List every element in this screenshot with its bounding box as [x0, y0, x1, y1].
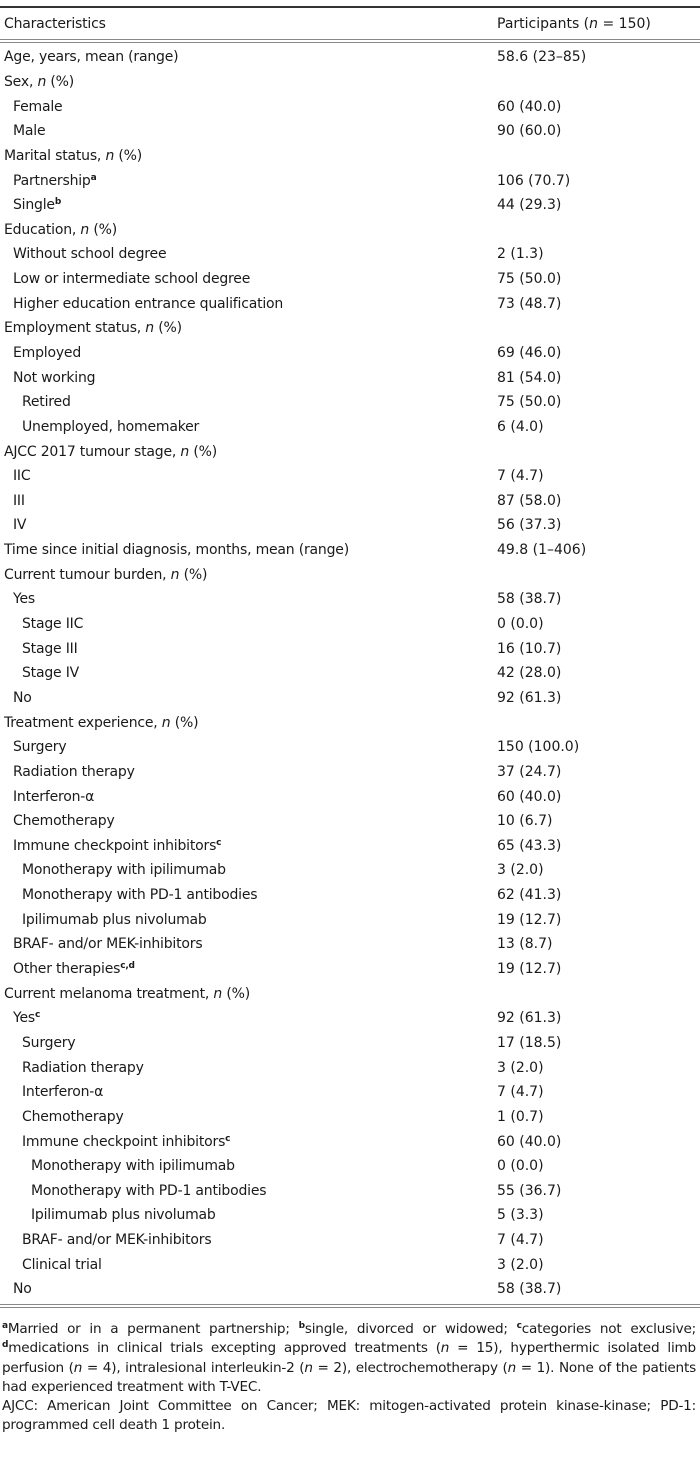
row-label	[0, 296, 497, 312]
row-value: 6 (4.0)	[497, 418, 544, 435]
row-value: 90 (60.0)	[497, 123, 562, 140]
row-label-text: Low or intermediate school degree	[13, 271, 251, 288]
row-label	[0, 542, 497, 558]
row-label	[0, 912, 497, 928]
table-row	[0, 144, 700, 169]
row-label-text: Without school degree	[13, 246, 167, 263]
row-label-text: Interferon-α	[22, 1084, 104, 1101]
footnote-marker: a	[2, 1321, 8, 1331]
row-value: 17 (18.5)	[497, 1034, 562, 1051]
header-participants-text: Participants (	[497, 15, 590, 32]
row-label	[0, 444, 497, 460]
row-label-text: Education,	[4, 221, 81, 238]
table-row	[0, 612, 700, 637]
row-label	[0, 641, 497, 657]
table-row	[0, 1129, 700, 1154]
row-label-text: Monotherapy with ipilimumab	[22, 862, 226, 879]
table-row	[0, 587, 700, 612]
header-participants	[497, 16, 700, 32]
row-value: 3 (2.0)	[497, 1256, 544, 1273]
row-label	[0, 1257, 497, 1273]
footnote-marker: d	[2, 1340, 9, 1351]
row-value: 56 (37.3)	[497, 517, 562, 534]
table-row	[0, 439, 700, 464]
row-label	[0, 271, 497, 287]
table-row	[0, 538, 700, 563]
table-row	[0, 45, 700, 70]
row-label	[0, 986, 497, 1002]
percent-suffix: (%)	[193, 443, 217, 460]
row-label	[0, 838, 497, 854]
row-label	[0, 320, 497, 336]
table-row	[0, 489, 700, 514]
footnote-marker: b	[298, 1321, 305, 1331]
row-value: 106 (70.7)	[497, 172, 571, 189]
percent-suffix: (%)	[50, 73, 75, 90]
percent-suffix: (%)	[226, 985, 250, 1002]
row-label	[0, 789, 497, 805]
row-label	[0, 1134, 497, 1150]
n-symbol: n	[80, 221, 90, 238]
footnote-text: single, divorced or widowed;	[304, 1321, 517, 1337]
table-row	[0, 1031, 700, 1056]
row-label-text: No	[13, 1281, 32, 1298]
table-row	[0, 242, 700, 267]
table-bottom-rule	[0, 1304, 700, 1308]
header-characteristics: Characteristics	[4, 15, 106, 32]
row-label-text: Monotherapy with PD-1 antibodies	[31, 1182, 267, 1199]
n-symbol: n	[145, 320, 154, 337]
row-label	[0, 1060, 497, 1076]
row-label	[0, 739, 497, 755]
table-row	[0, 562, 700, 587]
table-row	[0, 636, 700, 661]
row-label	[0, 370, 497, 386]
table-row	[0, 316, 700, 341]
row-label-text: Interferon-α	[13, 788, 95, 805]
row-value: 0 (0.0)	[497, 616, 544, 633]
characteristics-table	[0, 6, 700, 1308]
row-label	[0, 173, 497, 189]
row-value: 81 (54.0)	[497, 369, 562, 386]
row-label	[0, 813, 497, 829]
row-label-text: Sex,	[4, 73, 38, 90]
row-label-text: Employed	[13, 345, 82, 361]
row-label-text: Stage IV	[22, 665, 80, 682]
row-label	[0, 616, 497, 632]
row-label	[0, 1084, 497, 1100]
row-label-text: Unemployed, homemaker	[22, 418, 200, 435]
n-symbol: n	[105, 147, 115, 164]
row-label-text: No	[13, 689, 32, 706]
row-value: 10 (6.7)	[497, 813, 553, 830]
row-value: 69 (46.0)	[497, 345, 562, 361]
percent-suffix: (%)	[174, 714, 199, 731]
percent-suffix: (%)	[183, 566, 208, 583]
row-label-text: Chemotherapy	[13, 813, 115, 830]
row-label-text: Time since initial diagnosis, months, mean (range)	[4, 542, 349, 559]
table-row	[0, 1203, 700, 1228]
footnote-marker: b	[54, 197, 62, 208]
row-value: 7 (4.7)	[497, 1084, 544, 1101]
row-label-text: Ipilimumab plus nivolumab	[31, 1207, 216, 1224]
row-value: 1 (0.7)	[497, 1108, 544, 1125]
row-label	[0, 74, 497, 90]
row-value: 37 (24.7)	[497, 763, 562, 780]
row-label	[0, 1035, 497, 1051]
table-row	[0, 1006, 700, 1031]
n-symbol: n	[304, 1359, 313, 1376]
table-row	[0, 686, 700, 711]
footnote-text: = 15), hyperthermic isolated limb perfusion (	[2, 1340, 696, 1376]
row-label-text: Employment status,	[4, 320, 146, 337]
row-label	[0, 468, 497, 484]
row-value: 92 (61.3)	[497, 689, 562, 706]
row-label-text: Immune checkpoint inhibitors	[22, 1133, 226, 1150]
row-label-text: Yes	[13, 1010, 35, 1027]
table-row	[0, 1228, 700, 1253]
footnote-marker: c	[225, 1133, 231, 1144]
row-label-text: BRAF- and/or MEK-inhibitors	[13, 936, 203, 953]
row-value: 58 (38.7)	[497, 591, 562, 608]
row-label-text: Ipilimumab plus nivolumab	[22, 911, 207, 928]
row-value: 60 (40.0)	[497, 788, 562, 805]
row-value: 49.8 (1–406)	[497, 542, 587, 559]
row-value: 60 (40.0)	[497, 98, 562, 115]
row-label	[0, 591, 497, 607]
table-row	[0, 858, 700, 883]
footnote-marker: c	[216, 837, 222, 848]
table-header	[0, 8, 700, 39]
row-label	[0, 1281, 497, 1297]
row-label	[0, 862, 497, 878]
footnote-abbreviations-superscripts	[2, 1320, 696, 1397]
row-value: 92 (61.3)	[497, 1010, 562, 1027]
row-label-text: Not working	[13, 369, 96, 386]
row-label-text: Stage IIC	[22, 616, 84, 633]
table-row	[0, 1277, 700, 1302]
table-row	[0, 168, 700, 193]
footnote-text: = 2), electrochemotherapy (	[312, 1359, 508, 1376]
table-row	[0, 365, 700, 390]
row-value: 0 (0.0)	[497, 1158, 544, 1175]
row-label-text: Monotherapy with PD-1 antibodies	[22, 887, 258, 904]
row-label	[0, 887, 497, 903]
table-row	[0, 883, 700, 908]
row-label	[0, 493, 497, 509]
table-row	[0, 735, 700, 760]
row-label-text: Yes	[13, 591, 35, 608]
row-value: 55 (36.7)	[497, 1182, 562, 1199]
table-row	[0, 784, 700, 809]
row-label	[0, 715, 497, 731]
row-label	[0, 961, 497, 977]
row-label-text: Treatment experience,	[4, 714, 162, 731]
row-label-text: IV	[13, 517, 27, 534]
header-n: n	[589, 15, 599, 32]
n-symbol: n	[440, 1340, 450, 1357]
row-label-text: Retired	[22, 394, 71, 411]
table-row	[0, 710, 700, 735]
table-row	[0, 1154, 700, 1179]
row-label	[0, 345, 497, 361]
row-label-text: Marital status,	[4, 147, 106, 164]
footnote-text: categories not exclusive;	[521, 1321, 696, 1337]
row-value: 16 (10.7)	[497, 640, 562, 657]
percent-suffix: (%)	[93, 221, 117, 238]
n-symbol: n	[213, 985, 223, 1002]
table-row	[0, 415, 700, 440]
row-label-text: Female	[13, 98, 63, 115]
row-value: 58.6 (23–85)	[497, 49, 587, 66]
row-label-text: Current tumour burden,	[4, 566, 171, 583]
table-row	[0, 957, 700, 982]
row-label	[0, 665, 497, 681]
n-symbol: n	[180, 443, 190, 460]
row-value: 7 (4.7)	[497, 468, 544, 485]
percent-suffix: (%)	[158, 320, 182, 337]
row-value: 7 (4.7)	[497, 1232, 544, 1249]
row-label-text: Higher education entrance qualification	[13, 295, 284, 312]
table-footnotes	[2, 1320, 696, 1436]
footnote-text: = 1). None of the patients had experienced treatment with T-VEC.	[2, 1359, 696, 1395]
table-row	[0, 390, 700, 415]
row-value: 75 (50.0)	[497, 271, 562, 288]
footnote-text: = 4), intralesional interleukin-2 (	[82, 1359, 305, 1376]
table-row	[0, 981, 700, 1006]
table-row	[0, 1080, 700, 1105]
row-label	[0, 419, 497, 435]
row-value: 62 (41.3)	[497, 887, 562, 904]
row-value: 3 (2.0)	[497, 1059, 544, 1076]
table-row	[0, 70, 700, 95]
percent-suffix: (%)	[118, 147, 143, 164]
table-body	[0, 45, 700, 1302]
table-row	[0, 834, 700, 859]
row-value: 5 (3.3)	[497, 1207, 544, 1224]
row-label	[0, 1010, 497, 1026]
row-value: 73 (48.7)	[497, 295, 562, 312]
row-value: 150 (100.0)	[497, 739, 580, 756]
row-label	[0, 1207, 497, 1223]
footnote-marker: c,d	[120, 961, 135, 972]
header-rule	[0, 39, 700, 43]
row-label-text: IIC	[13, 468, 31, 485]
row-label-text: Surgery	[13, 739, 67, 756]
row-label-text: AJCC 2017 tumour stage,	[4, 443, 181, 460]
footnote-marker: a	[90, 172, 97, 183]
row-label	[0, 394, 497, 410]
row-label	[0, 1183, 497, 1199]
row-label	[0, 690, 497, 706]
row-label-text: Male	[13, 123, 46, 140]
row-label	[0, 49, 497, 65]
n-symbol: n	[507, 1359, 517, 1376]
table-row	[0, 267, 700, 292]
footnote-text: medications in clinical trials excepting approved treatments (	[8, 1340, 441, 1357]
row-label-text: Age, years, mean (range)	[4, 49, 179, 66]
row-label	[0, 936, 497, 952]
row-label-text: Radiation therapy	[13, 763, 135, 780]
row-label-text: III	[13, 492, 25, 509]
row-label-text: Single	[13, 197, 55, 214]
row-value: 65 (43.3)	[497, 837, 562, 854]
footnote-marker: c	[35, 1010, 41, 1021]
n-symbol: n	[170, 566, 180, 583]
row-label	[0, 567, 497, 583]
table-row	[0, 1105, 700, 1130]
table-row	[0, 513, 700, 538]
table-row	[0, 291, 700, 316]
n-symbol: n	[37, 73, 47, 90]
row-value: 87 (58.0)	[497, 492, 562, 509]
row-value: 2 (1.3)	[497, 246, 544, 263]
row-label-text: Chemotherapy	[22, 1108, 124, 1125]
header-count: = 150)	[598, 15, 651, 32]
table-row	[0, 193, 700, 218]
row-label	[0, 246, 497, 262]
n-symbol: n	[161, 714, 171, 731]
row-value: 44 (29.3)	[497, 197, 562, 214]
row-label-text: Surgery	[22, 1034, 76, 1051]
row-value: 13 (8.7)	[497, 936, 553, 953]
row-label-text: Immune checkpoint inhibitors	[13, 837, 217, 854]
row-value: 42 (28.0)	[497, 665, 562, 682]
row-value: 75 (50.0)	[497, 394, 562, 411]
row-label	[0, 222, 497, 238]
table-row	[0, 1252, 700, 1277]
row-label-text: Other therapies	[13, 961, 121, 978]
table-row	[0, 907, 700, 932]
row-label-text: Radiation therapy	[22, 1059, 144, 1076]
table-row	[0, 809, 700, 834]
row-label	[0, 197, 497, 213]
row-value: 3 (2.0)	[497, 862, 544, 879]
row-label-text: BRAF- and/or MEK-inhibitors	[22, 1232, 212, 1249]
row-label	[0, 517, 497, 533]
n-symbol: n	[73, 1359, 83, 1376]
table-row	[0, 1178, 700, 1203]
row-label-text: Current melanoma treatment,	[4, 985, 214, 1002]
table-row	[0, 217, 700, 242]
table-row	[0, 341, 700, 366]
row-label	[0, 1109, 497, 1125]
table-row	[0, 464, 700, 489]
row-value: 19 (12.7)	[497, 961, 562, 978]
row-label	[0, 148, 497, 164]
row-label	[0, 99, 497, 115]
table-row	[0, 760, 700, 785]
table-row	[0, 932, 700, 957]
row-value: 60 (40.0)	[497, 1133, 562, 1150]
row-value: 58 (38.7)	[497, 1281, 562, 1298]
row-label-text: Monotherapy with ipilimumab	[31, 1158, 235, 1175]
row-value: 19 (12.7)	[497, 911, 562, 928]
footnote-marker: c	[516, 1321, 522, 1331]
row-label	[0, 123, 497, 139]
row-label	[0, 1232, 497, 1248]
row-label	[0, 764, 497, 780]
footnote-text: Married or in a permanent partnership;	[7, 1321, 299, 1337]
table-row	[0, 1055, 700, 1080]
table-row	[0, 661, 700, 686]
footnote-abbreviations: AJCC: American Joint Committee on Cancer; MEK: mitogen-activated protein kinase-kinase; PD-1: programmed cell death 1 protein.	[2, 1398, 696, 1434]
table-row	[0, 119, 700, 144]
row-label-text: Stage III	[22, 640, 78, 657]
row-label-text: Partnership	[13, 172, 91, 189]
row-label	[0, 1158, 497, 1174]
row-label-text: Clinical trial	[22, 1256, 102, 1273]
table-row	[0, 94, 700, 119]
